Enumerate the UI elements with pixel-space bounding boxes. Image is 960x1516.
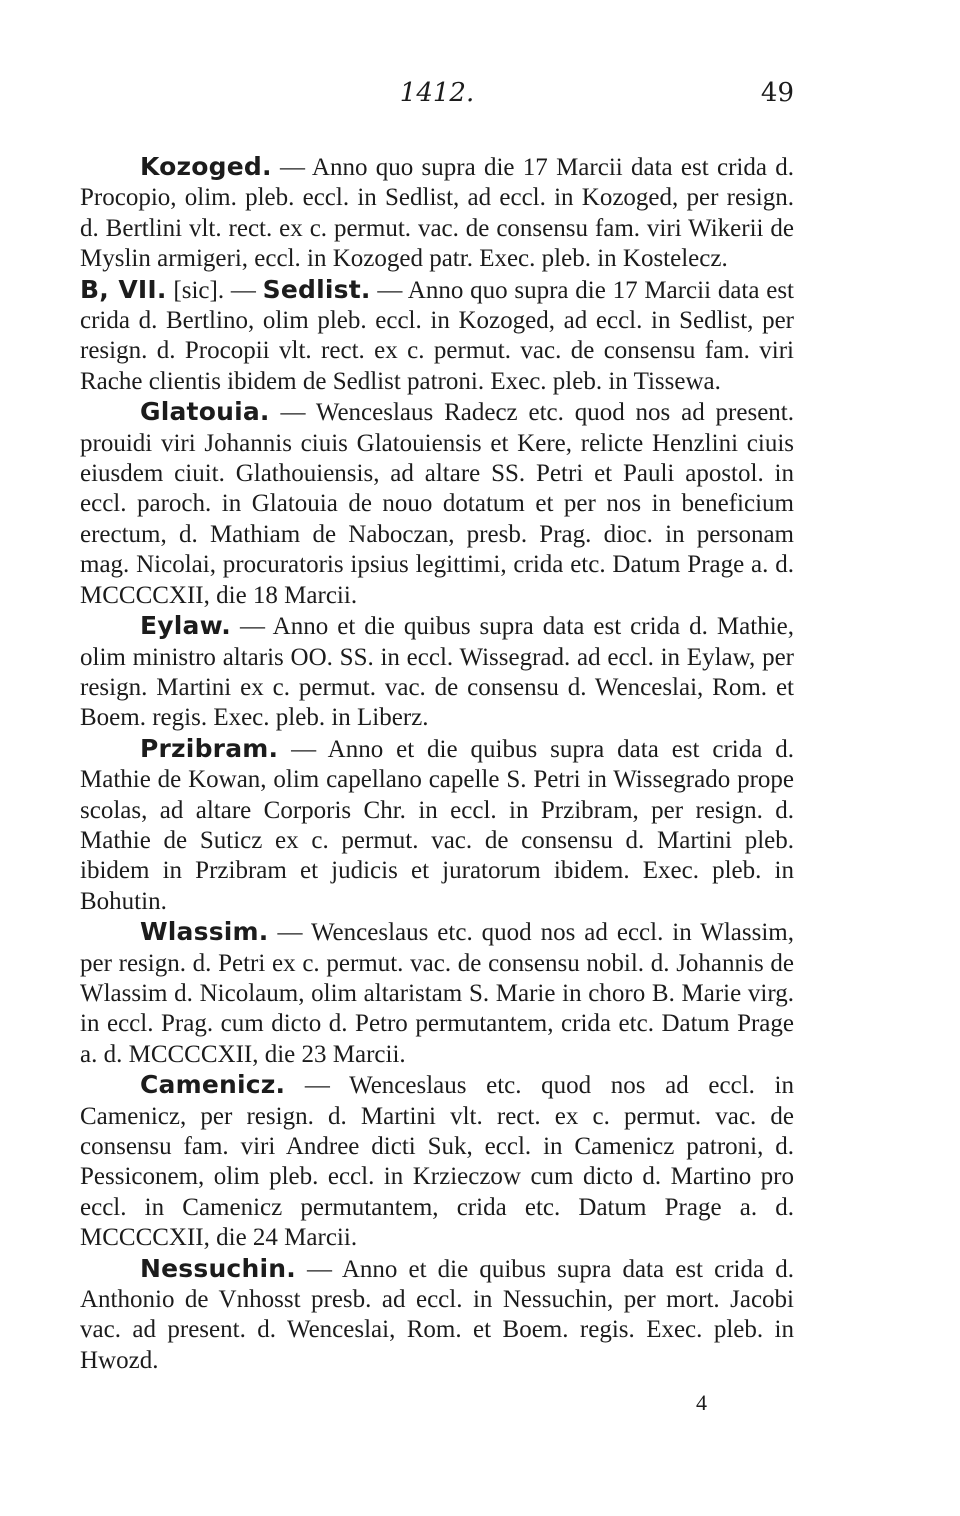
entry-heading: Eylaw. bbox=[140, 611, 232, 641]
entry-text: — Wenceslaus etc. quod nos ad eccl. in Camenicz, per resign. d. Martini vlt. rect. ex c. permut. vac. de consensu fam. viri Andree dicti Suk, eccl. in Camenicz patroni, d. Pessiconem, olim pleb. eccl. in Krzieczow cum dicto d. Martino pro eccl. in Camenicz permutantem, crida etc. Datum Prage a. d. MCCCCXII, die 24 Marcii. bbox=[80, 1072, 794, 1252]
page-number: 49 bbox=[760, 78, 794, 108]
entry-heading: Glatouia. bbox=[140, 397, 270, 427]
entry-text: — Anno quo supra die 17 Marcii data est crida d. Procopio, olim. pleb. eccl. in Sedlist, ad eccl. in Kozoged, per resign. d. Bertlini vlt. rect. ex c. permut. vac. de consensu fam. viri Wikerii de Myslin armigeri, eccl. in Kozoged patr. Exec. pleb. in Kostelecz. bbox=[80, 154, 794, 273]
entry-sedlist bbox=[80, 275, 794, 398]
entry-przibram bbox=[80, 734, 794, 917]
running-header bbox=[80, 78, 794, 118]
entry-eylaw bbox=[80, 611, 794, 734]
entry-heading: Kozoged. bbox=[140, 152, 272, 181]
entry-text: — Anno et die quibus supra data est crida d. Mathie, olim ministro altaris OO. SS. in eccl. Wissegrad. ad eccl. in Eylaw, per resign. Martini ex c. permut. vac. de consensu d. Wenceslai, Rom. et Boem. regis. Exec. pleb. in Liberz. bbox=[80, 613, 794, 732]
entry-camenicz bbox=[80, 1070, 794, 1253]
entry-heading: Nessuchin. bbox=[140, 1253, 296, 1283]
entry-note: [sic]. — bbox=[166, 276, 263, 304]
entry-glatouia bbox=[80, 397, 794, 611]
header-year: 1412. bbox=[399, 78, 475, 108]
entry-text: — Wenceslaus Radecz etc. quod nos ad present. prouidi viri Johannis ciuis Glatouiensis et Kere, relicte Henzlini ciuis eiusdem ciuit. Glathouiensis, ad altare SS. Petri et Pauli apostol. in eccl. paroch. in Glatouia de nouo dotatum et per nos in beneficium erectum, d. Mathiam de Naboczan, presb. Prag. dioc. in personam mag. Nicolai, procuratoris ipsius legittimi, crida etc. Datum Prage a. d. MCCCCXII, die 18 Marcii. bbox=[80, 399, 794, 609]
printer-signature-mark: 4 bbox=[696, 1390, 707, 1415]
entry-text: — Anno et die quibus supra data est crida d. Anthonio de Vnhosst presb. ad eccl. in Nessuchin, per mort. Jacobi vac. ad present. d. Wenceslai, Rom. et Boem. regis. Exec. pleb. in Hwozd. bbox=[80, 1255, 794, 1374]
entry-text: — Wenceslaus etc. quod nos ad eccl. in Wlassim, per resign. d. Petri ex c. permut. vac. de consensu nobil. d. Johannis de Wlassim d. Nicolaum, olim altaristam S. Marie in choro B. Marie virg. in eccl. Prag. cum dicto d. Petro permutantem, crida etc. Datum Prage a. d. MCCCCXII, die 23 Marcii. bbox=[80, 919, 794, 1068]
entry-heading: Sedlist. bbox=[262, 274, 371, 304]
entry-text: — Anno quo supra die 17 Marcii data est crida d. Bertlino, olim pleb. eccl. in Kozoged, ad eccl. in Sedlist, per resign. d. Procopii vlt. rect. ex c. permut. vac. de consensu fam. viri Rache clientis ibidem de Sedlist patroni. Exec. pleb. in Tissewa. bbox=[80, 276, 795, 395]
entry-heading: Przibram. bbox=[140, 733, 279, 763]
entry-wlassim bbox=[80, 917, 794, 1070]
entry-siglum: B, VII. bbox=[80, 274, 167, 304]
entry-heading: Wlassim. bbox=[140, 917, 269, 947]
page-body bbox=[80, 152, 794, 1376]
entry-text: — Anno et die quibus supra data est crida d. Mathie de Kowan, olim capellano capelle S. Petri in Wissegrado prope scolas, ad altare Corporis Chr. in eccl. in Przibram, per resign. d. Mathie de Suticz ex c. permut. vac. de consensu d. Martini pleb. ibidem in Przibram et judicis et juratorum ibidem. Exec. pleb. in Bohutin. bbox=[80, 735, 794, 915]
entry-nessuchin bbox=[80, 1254, 794, 1377]
entry-kozoged bbox=[80, 152, 794, 275]
entry-heading: Camenicz. bbox=[140, 1070, 286, 1100]
